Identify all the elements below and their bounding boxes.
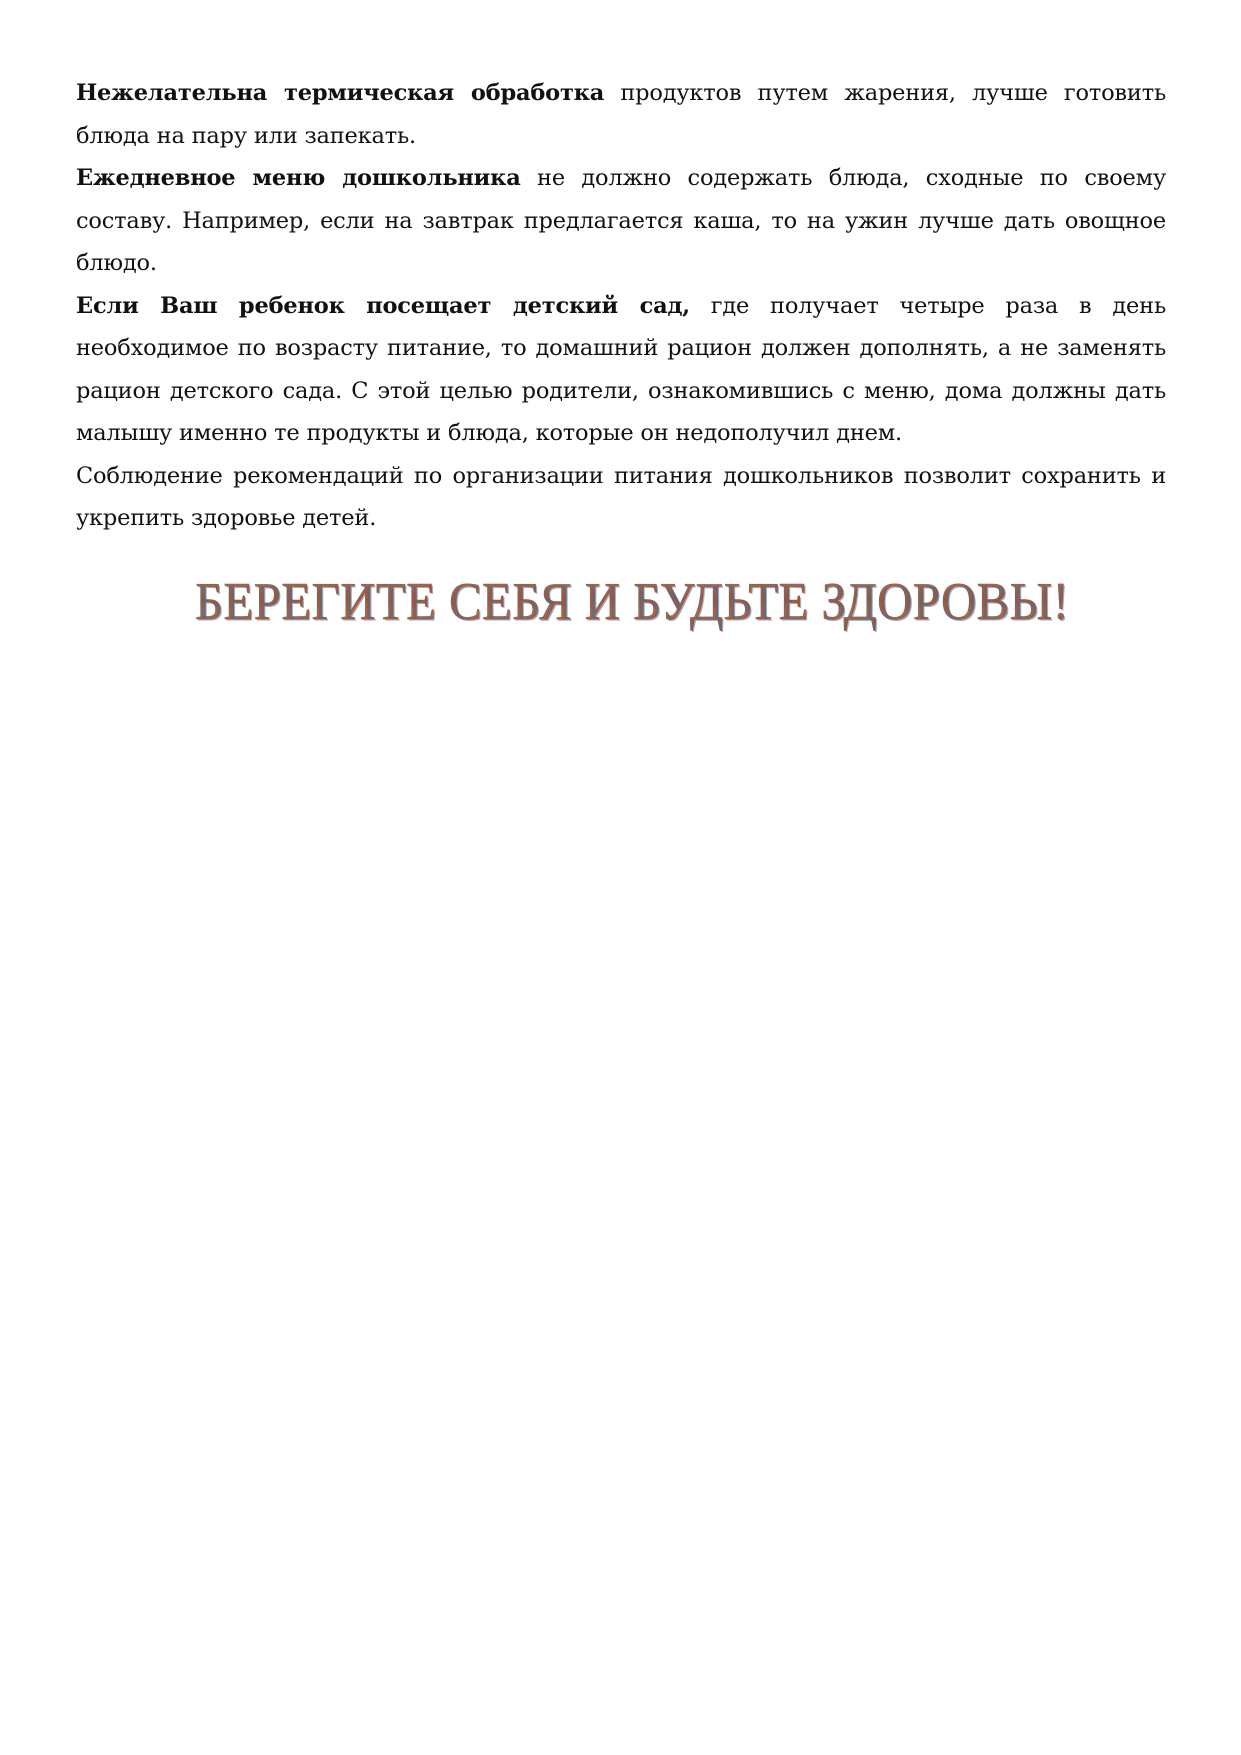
paragraph-text: не должно содержать блюда, сходные по своему составу. Например, если на завтрак предлагается каша, то на ужин лучше дать овощное блюдо. bbox=[76, 165, 1166, 276]
banner-text: БЕРЕГИТЕ СЕБЯ И БУДЬТЕ ЗДОРОВЫ! bbox=[195, 573, 1070, 631]
paragraph-daily-menu bbox=[76, 157, 1166, 285]
paragraph-heat-treatment bbox=[76, 72, 1166, 157]
document-body bbox=[76, 72, 1166, 540]
paragraph-lead-bold: Нежелательна термическая обработка bbox=[76, 80, 605, 106]
paragraph-text: где получает четыре раза в день необходимое по возрасту питание, то домашний рацион должен дополнять, а не заменять рацион детского сада. С этой целью родители, ознакомившись с меню, дома должны дать малышу именно те продукты и блюда, которые он недополучил днем. bbox=[76, 292, 1166, 446]
paragraph-text: Соблюдение рекомендаций по организации питания дошкольников позволит сохранить и укрепить здоровье детей. bbox=[76, 462, 1166, 531]
closing-banner bbox=[195, 572, 1070, 632]
paragraph-text: продуктов путем жарения, лучше готовить блюда на пару или запекать. bbox=[76, 80, 1166, 149]
paragraph-conclusion bbox=[76, 455, 1166, 540]
paragraph-lead-bold: Ежедневное меню дошкольника bbox=[76, 165, 521, 191]
paragraph-lead-bold: Если Ваш ребенок посещает детский сад, bbox=[76, 292, 690, 319]
paragraph-kindergarten bbox=[76, 285, 1166, 455]
